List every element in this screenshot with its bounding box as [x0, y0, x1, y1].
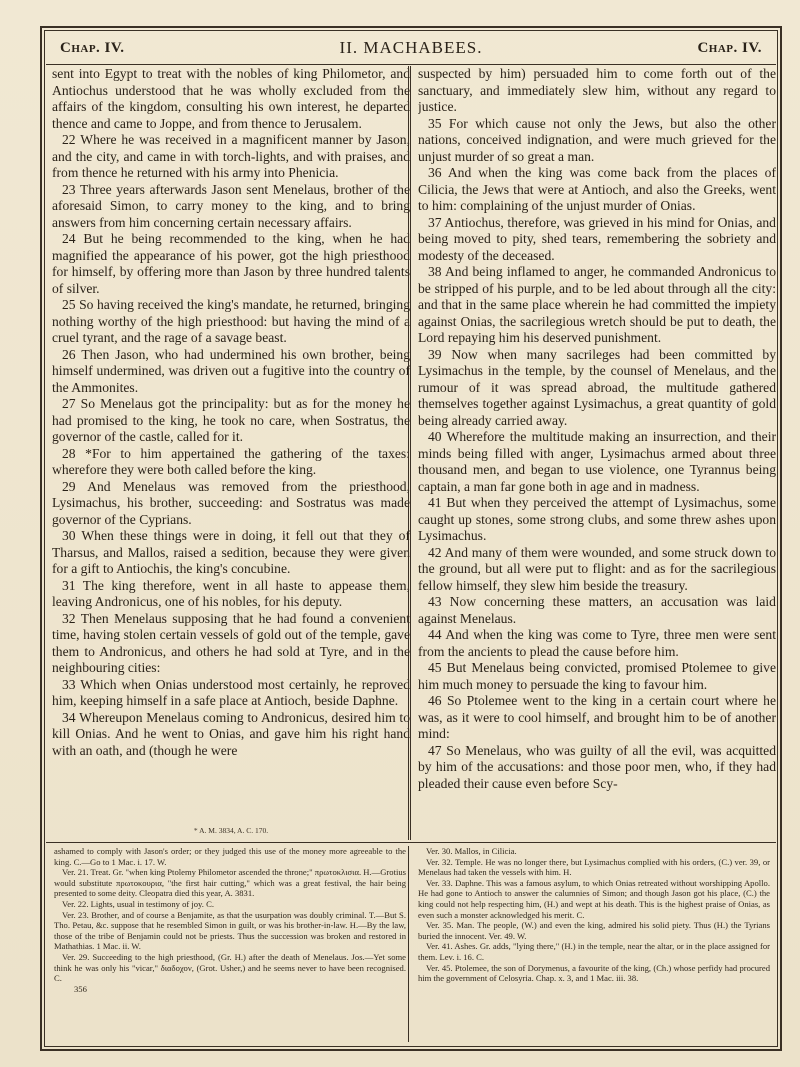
verse-text: The king therefore, went in all haste to appease them, leaving Andronicus, one of his nobles, for his deputy. — [52, 577, 410, 609]
verse — [418, 594, 776, 627]
verse-number: 42 — [428, 544, 442, 560]
verse-text: So Menelaus got the principality: but as for the money he had promised to the king, he took no care, when Sostratus, the governor of the castle, called for it. — [52, 396, 410, 444]
verse-text: Which when Onias understood most certainly, he reproved him, keeping himself in a safe place at Antioch, beside Daphne. — [52, 676, 410, 708]
verse-number: 47 — [428, 742, 442, 758]
verse — [52, 132, 410, 182]
verse-number: 25 — [62, 297, 76, 312]
verse-text: So having received the king's mandate, he returned, bringing nothing worthy of the high priesthood: but having the mind of a cruel tyrant, and the rage of a savage beast. — [52, 297, 410, 345]
verse-number: 27 — [62, 396, 76, 411]
commentary-note: Ver. 32. Temple. He was no longer there, but Lysimachus complied with his orders, (C.) ver. 39, or Menelaus had taken the vessels with him. H. — [418, 856, 770, 878]
verse — [52, 578, 410, 611]
text-column-left — [52, 66, 410, 842]
verse — [52, 479, 410, 529]
verse-text: Antiochus, therefore, was grieved in his mind for Onias, and being moved to pity, shed tears, remembering the sobriety and modesty of the deceased. — [418, 214, 776, 263]
verse-text: Now when many sacrileges had been committed by Lysimachus in the temple, by the counsel of Menelaus, and the rumour of it was spread abroad, the multitude gathered themselves together against Lysimachus, a great quantity of gold being already carried away. — [418, 346, 776, 428]
verse — [52, 231, 410, 297]
verse — [418, 215, 776, 265]
verse-text: When these things were in doing, it fell out that they of Tharsus, and Mallos, raised a sedition, because they were given for a gift to Antiochis, the king's concubine. — [52, 528, 410, 576]
verse-number: 31 — [62, 577, 76, 593]
verse-text: Then Menelaus supposing that he had found a convenient time, having stolen certain vessels of gold out of the temple, gave them to Andronicus, and others he had sold at Tyre, and in the neighbouring cities: — [52, 610, 410, 675]
verse-text: For which cause not only the Jews, but also the other nations, conceived indignation, and were much grieved for the unjust murder of so great a man. — [418, 115, 776, 164]
verse-text: But he being recommended to the king, when he had magnified the appearance of his power, got the high priesthood for himself, by offering more than Jason by three hundred talents of silver. — [52, 231, 410, 296]
verse-text: suspected by him) persuaded him to come forth out of the sanctuary, and immediately slew him, without any regard to justice. — [418, 66, 776, 114]
verse-number: 34 — [62, 709, 76, 725]
verse-number: 43 — [428, 594, 442, 609]
verse-number: 37 — [428, 214, 442, 230]
verse-number: 38 — [428, 264, 442, 279]
verse-text: So Menelaus, who was guilty of all the evil, was acquitted by him of the accusations: and those poor men, who, if they had pleaded their cause even before Scy- — [418, 742, 776, 791]
verse-number: 29 — [62, 478, 76, 494]
verse-text: *For to him appertained the gathering of the taxes: wherefore they were both called before the king. — [52, 445, 410, 477]
verse-number: 35 — [428, 115, 442, 131]
column-divider — [408, 66, 411, 840]
verse-number: 22 — [62, 132, 76, 147]
commentary-notes-right — [418, 846, 770, 1042]
verse-text: Now concerning these matters, an accusation was laid against Menelaus. — [418, 594, 776, 626]
verse-text: And Menelaus was removed from the priesthood, Lysimachus, his brother, succeeding: and Sostratus was made governor of the Cyprians. — [52, 478, 410, 527]
verse-number: 24 — [62, 231, 76, 246]
verse-number: 33 — [62, 676, 76, 692]
verse-text: Three years afterwards Jason sent Menelaus, brother of the aforesaid Simon, to carry money to the king, and to bring answers from him concerning certain necessary affairs. — [52, 181, 410, 230]
commentary-note: Ver. 35. Man. The people, (W.) and even the king, admired his solid piety. Thus (H.) the Tyrians buried the innocent. Ver. 49. W. — [418, 920, 770, 941]
verse-text: But when they perceived the attempt of Lysimachus, some caught up stones, some strong clubs, and some threw ashes upon Lysimachus. — [418, 495, 776, 543]
commentary-note: Ver. 22. Lights, usual in testimony of joy. C. — [62, 898, 214, 909]
verse-number: 44 — [428, 627, 442, 642]
commentary-note: Ver. 30. Mallos, in Cilicia. — [426, 846, 517, 856]
chronology-footnote: * A. M. 3834, A. C. 170. — [193, 826, 269, 835]
verse-number: 46 — [428, 693, 442, 708]
verse-number: 28 — [62, 445, 76, 461]
notes-divider — [408, 846, 409, 1042]
verse — [52, 446, 410, 479]
verse-text: And when the king was come back from the places of Cilicia, the Jews that were at Antioch, and also the Greeks, went to him: complaining of the unjust murder of Onias. — [418, 165, 776, 213]
verse — [418, 116, 776, 166]
commentary-note: Ver. 41. Ashes. Gr. adds, "lying there," (H.) in the temple, near the altar, or in the place assigned for them. Lev. i. 16. C. — [418, 941, 770, 962]
commentary-note: ashamed to comply with Jason's order; or they judged this use of the money more agreeable to the king. C.—Go to 1 Mac. i. 17. W. — [54, 846, 406, 867]
verse-text: Wherefore the multitude making an insurrection, and their minds being filled with anger, Lysimachus armed about three thousand men, and began to use violence, one Tyrannus being captain, a man far gone both in age and in madness. — [418, 429, 776, 494]
verse — [52, 710, 410, 760]
verse-number: 30 — [62, 528, 76, 543]
verse — [52, 611, 410, 677]
verse-number: 45 — [428, 660, 442, 675]
commentary-note: Ver. 23. Brother, and of course a Benjamite, as that the usurpation was doubly criminal. T.—But S. Tho. Petau, &c. suppose that he resembled Simon in guilt, or was his brother-in-law. H.—By the law, those of the tribe of Benjamin could not be priests. Thus the succession was broken and restored in Mathathias. 1 Mac. ii. W. — [54, 909, 406, 952]
verse — [418, 743, 776, 793]
verse-text: So Ptolemee went to the king in a certain court where he was, as it were to cool himself, and brought him to be of another mind: — [418, 693, 776, 741]
notes-rule — [46, 842, 776, 843]
verse-text: And being inflamed to anger, he commanded Andronicus to be stripped of his purple, and to be led about through all the city: and that in the same place wherein he had committed the impiety against Onias, the sacrilegious wretch should be put to death, the Lord repaying him his deserved punishment. — [418, 264, 776, 345]
verse-text: And when the king was come to Tyre, three men were sent from the ancients to plead the cause before him. — [418, 627, 776, 659]
text-column-right — [418, 66, 776, 842]
verse-number: 23 — [62, 181, 76, 197]
commentary-note: Ver. 29. Succeeding to the high priesthood, (Gr. H.) after the death of Menelaus. Jos.—Yet some think he was only his "vicar," διαδοχον, (Grot. Usher,) and he seems never to have been recognised. C. — [54, 951, 406, 984]
header-chapter-left: Chap. IV. — [60, 40, 125, 56]
verse-text: sent into Egypt to treat with the nobles of king Philometor, and Antiochus understood that he was wholly excluded from the affairs of the kingdom, consulting his own interest, he departed thence and came to Joppe, and from thence to Jerusalem. — [52, 66, 410, 131]
verse — [52, 528, 410, 578]
verse — [418, 545, 776, 595]
verse — [52, 677, 410, 710]
verse — [418, 429, 776, 495]
page-number: 356 — [74, 983, 87, 994]
verse-text: Whereupon Menelaus coming to Andronicus, desired him to kill Onias. And he went to Onias, and gave him his right hand with an oath, and (though he were — [52, 709, 410, 758]
header-chapter-right: Chap. IV. — [697, 40, 762, 56]
verse-text: And many of them were wounded, and some struck down to the ground, but all were put to flight: and as for the sacrilegious fellow himself, they slew him beside the treasury. — [418, 544, 776, 593]
verse-text: Then Jason, who had undermined his own brother, being himself undermined, was driven out a fugitive into the country of the Ammonites. — [52, 346, 410, 395]
verse-number: 39 — [428, 346, 442, 362]
verse-number: 41 — [428, 495, 442, 510]
running-header — [46, 36, 776, 65]
verse — [418, 66, 776, 116]
commentary-notes-left — [54, 846, 406, 1042]
verse — [418, 347, 776, 430]
verse — [418, 627, 776, 660]
verse-number: 40 — [428, 429, 442, 444]
header-book-title: II. MACHABEES. — [339, 38, 483, 57]
verse — [52, 396, 410, 446]
verse — [418, 693, 776, 743]
verse — [52, 182, 410, 232]
verse — [52, 297, 410, 347]
verse-number: 26 — [62, 346, 76, 362]
verse — [418, 264, 776, 347]
commentary-note: Ver. 21. Treat. Gr. "when king Ptolemy Philometor ascended the throne;" πρωτοκλισια. H.—Grotius would substitute πρωτοκουρια, "the first hair cutting," which was a great festival, the hair being presented to some deity. Cleopatra died this year, A. 3831. — [54, 867, 406, 899]
verse — [418, 660, 776, 693]
verse — [418, 165, 776, 215]
verse-number: 36 — [428, 165, 442, 180]
verse — [52, 66, 410, 132]
verse — [52, 347, 410, 397]
commentary-note: Ver. 33. Daphne. This was a famous asylum, to which Onias retreated without worshipping Apollo. He had gone to Antioch to answer the calumnies of Simon; and though Jason got his place, (C.) the king could not help respecting him, (H.) and wept at his death. This is the highest praise of Onias, as even such a monster acknowledged his merit. C. — [418, 877, 770, 920]
verse-number: 32 — [62, 610, 76, 626]
verse-text: Where he was received in a magnificent manner by Jason, and the city, and came in with torch-lights, and with praises, and from thence he returned with his army into Phenicia. — [52, 132, 410, 180]
verse-text: But Menelaus being convicted, promised Ptolemee to give him much money to persuade the king to favour him. — [418, 660, 776, 692]
commentary-note: Ver. 45. Ptolemee, the son of Dorymenus, a favourite of the king, (Ch.) whose perfidy had procured him the government of Celosyria. Chap. x. 3, and 1 Mac. iii. 38. — [418, 962, 770, 984]
verse — [418, 495, 776, 545]
